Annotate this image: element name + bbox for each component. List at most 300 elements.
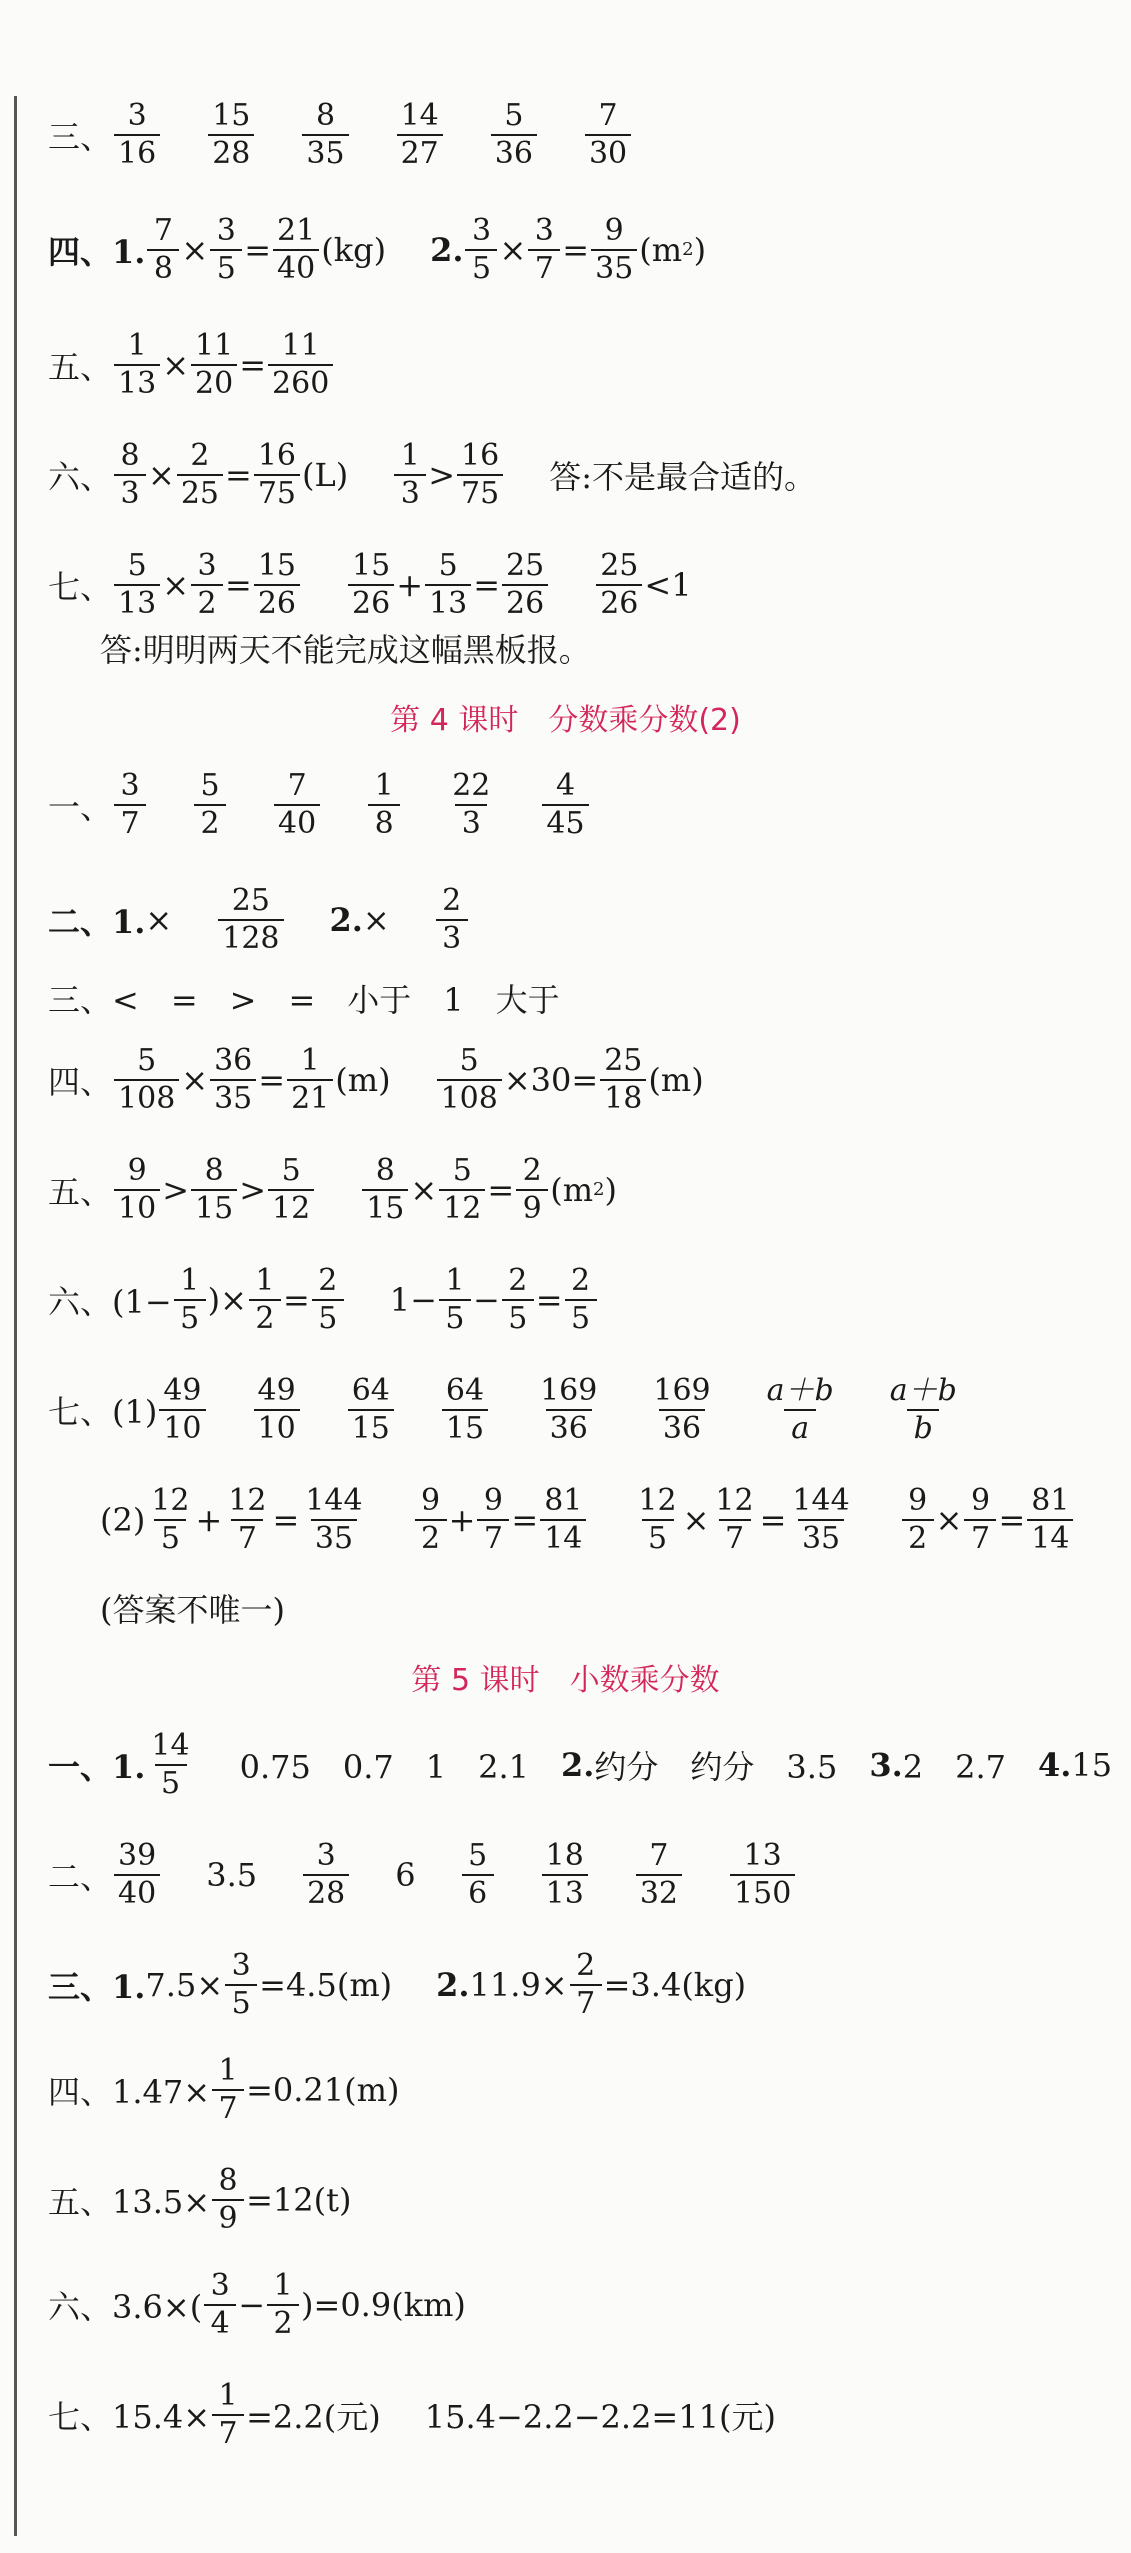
fraction [437,1045,502,1114]
denominator: 9 [516,1189,548,1225]
answer-line [48,885,470,954]
fraction [159,1375,205,1444]
answer-line [48,975,560,1021]
fraction [191,330,237,399]
text-segment: × [499,230,527,269]
denominator: 15 [362,1189,408,1225]
numerator: 3 [127,98,147,133]
numerator: 8 [120,438,140,473]
denominator: 128 [218,919,283,955]
text-segment: (m) [648,1060,704,1099]
denominator: 4 [204,2304,236,2340]
fraction [465,215,497,284]
numerator: 5 [438,548,458,583]
fraction [147,1485,193,1554]
fraction [964,1485,996,1554]
fraction [174,1265,206,1334]
fraction [902,1485,934,1554]
denominator: 26 [502,584,548,620]
numerator: 1 [180,1263,200,1298]
denominator: 13 [425,584,471,620]
numerator: 169 [540,1373,598,1408]
text-segment: = [272,1500,300,1539]
denominator: 75 [254,474,300,510]
fraction [191,550,223,619]
fraction [147,215,179,284]
numerator: 2 [576,1948,596,1983]
fraction [491,100,537,169]
denominator: 14 [540,1519,586,1555]
denominator: 2 [267,2304,299,2340]
answer-line [48,1155,617,1224]
answer-line [48,2380,776,2449]
answer-line [48,215,706,284]
fraction [439,1155,485,1224]
denominator: 40 [114,1874,160,1910]
fraction [1027,1485,1073,1554]
fraction [208,100,254,169]
answer-line [48,440,816,509]
denominator: 7 [719,1519,751,1555]
text-segment: (m) [335,1060,391,1099]
numerator: 14 [400,98,439,133]
text-segment: × [148,455,175,494]
numerator: 1 [374,768,394,803]
fraction [254,440,300,509]
denominator: 8 [368,804,400,840]
text-segment: (2) [100,1500,146,1539]
denominator: 5 [502,1299,534,1335]
answer-line [48,1840,797,1909]
denominator: 15 [191,1189,237,1225]
fraction [348,550,394,619]
numerator: 64 [445,1373,485,1408]
denominator: 35 [210,1079,256,1115]
numerator: 9 [970,1483,991,1518]
numerator: 36 [214,1043,253,1078]
text-segment: 4. [1038,1745,1072,1784]
numerator: 2 [318,1263,338,1298]
numerator: 2 [522,1153,542,1188]
answer-line [48,2055,399,2124]
answer-line [100,625,591,671]
denominator: 7 [114,804,146,840]
text-segment: 七、15.4× [48,2397,211,2436]
text-segment: 四、1.47× [48,2072,211,2111]
fraction [147,1730,193,1799]
superscript: 2 [593,1179,605,1200]
text-segment: ) [693,230,707,269]
numerator: 14 [151,1728,190,1763]
text-segment: =12(t) [246,2180,352,2219]
denominator: 35 [302,134,348,170]
answer-line [100,1485,1075,1554]
numerator: 1 [218,2053,238,2088]
text-segment: = [473,565,501,604]
fraction [600,1045,646,1114]
fraction [194,770,226,839]
numerator: 9 [421,1483,441,1518]
fraction [114,440,146,509]
text-segment: 第 5 课时 小数乘分数 [411,1663,720,1698]
numerator: 3 [534,213,554,248]
fraction [397,100,443,169]
fraction [730,1840,795,1909]
denominator: 5 [155,1764,187,1800]
numerator: 3 [216,213,236,248]
denominator: 28 [208,134,254,170]
denominator: 5 [439,1299,471,1335]
text-segment: 二、1. [48,902,146,941]
fraction [312,1265,344,1334]
answer-line [48,550,692,619]
numerator: 11 [281,328,320,363]
denominator: 45 [542,804,588,840]
section-heading [0,1655,1131,1699]
text-segment: 六、(1− [48,1282,172,1321]
fraction [711,1485,757,1554]
numerator: 25 [604,1043,643,1078]
fraction [302,100,348,169]
text-segment: ) [604,1170,617,1209]
text-segment: (kg) [321,230,387,269]
denominator: 260 [268,364,333,400]
text-segment: > [239,1170,267,1209]
fraction [788,1485,853,1554]
denominator: 7 [231,1519,263,1555]
fraction [596,550,642,619]
text-segment: 四、 [48,1062,113,1101]
numerator: 3 [471,213,492,248]
numerator: 1 [127,328,147,363]
fraction [274,770,320,839]
numerator: 21 [277,213,316,248]
text-segment: > [162,1170,190,1209]
numerator: 25 [600,548,639,583]
text-segment: 15.4−2.2−2.2=11(元) [424,2397,776,2436]
text-segment: 2 2.7 [902,1747,1038,1786]
text-segment: × [162,565,190,604]
fraction [348,1375,394,1444]
denominator: 10 [159,1409,205,1445]
denominator: 7 [570,1984,602,2020]
denominator: 35 [798,1519,844,1555]
numerator: 22 [452,768,491,803]
numerator: 11 [195,328,234,363]
numerator: a＋b [889,1373,957,1408]
numerator: 49 [163,1373,202,1408]
fraction [267,2270,299,2339]
text-segment: 第 4 课时 分数乘分数(2) [390,703,741,738]
text-segment: =0.21(m) [246,2070,400,2109]
answer-line [48,1045,704,1114]
text-segment: = [535,1280,563,1319]
denominator: 27 [397,134,443,170]
denominator: 6 [462,1874,494,1910]
denominator: 7 [528,249,560,285]
numerator: 7 [153,213,173,248]
numerator: 16 [461,438,500,473]
fraction [114,330,160,399]
numerator: 12 [638,1483,677,1518]
fraction [114,550,160,619]
denominator: 28 [303,1874,349,1910]
denominator: 26 [254,584,300,620]
denominator: 108 [114,1079,179,1115]
numerator: 1 [273,2268,293,2303]
denominator: 5 [210,249,242,285]
numerator: 5 [459,1043,479,1078]
text-segment: 0.75 0.7 1 2.1 [239,1747,562,1786]
fraction [368,770,400,839]
text-segment: 3. [869,1745,903,1784]
denominator: 15 [442,1409,488,1445]
denominator: 36 [546,1409,592,1445]
answer-line [100,1585,285,1631]
numerator: 3 [231,1948,251,1983]
text-segment: = [998,1500,1026,1539]
numerator: 15 [257,548,297,583]
numerator: 18 [545,1838,584,1873]
denominator: 2 [902,1519,934,1555]
numerator: 7 [598,98,618,133]
denominator: 36 [659,1409,705,1445]
numerator: 5 [452,1153,472,1188]
denominator: 12 [439,1189,485,1225]
text-segment: + [195,1500,223,1539]
denominator: 21 [287,1079,333,1115]
text-segment: 三、 [48,117,113,156]
fraction [268,330,333,399]
text-segment: 2. [436,1965,470,2004]
fraction [114,1840,160,1909]
denominator: 40 [273,249,319,285]
text-segment: 答:明明两天不能完成这幅黑板报。 [100,631,591,669]
text-segment: )× [207,1280,247,1319]
denominator: 9 [212,2199,244,2235]
denominator: 2 [194,804,226,840]
numerator: a＋b [766,1373,834,1408]
numerator: 169 [653,1373,711,1408]
numerator: 12 [151,1483,190,1518]
answer-line [48,770,591,839]
fraction [210,215,242,284]
fraction [212,2055,244,2124]
denominator: 7 [212,2089,244,2125]
text-segment: 一、 [48,787,113,826]
fraction [254,1375,300,1444]
text-segment: <1 [644,565,692,604]
text-segment: × [181,1060,209,1099]
denominator: 16 [114,134,160,170]
denominator: 2 [415,1519,447,1555]
text-segment: (L) [302,455,349,494]
fraction [457,440,503,509]
fraction [502,1265,534,1334]
text-segment: × [935,1500,963,1539]
fraction [886,1375,961,1444]
numerator: 5 [281,1153,301,1188]
answer-line [48,100,633,169]
denominator: 36 [491,134,537,170]
text-segment: 一、1. [48,1747,146,1786]
numerator: 9 [483,1483,503,1518]
answer-line [48,2270,466,2339]
fraction [570,1950,602,2019]
denominator: b [907,1409,939,1445]
text-segment: × [181,230,209,269]
numerator: 13 [743,1838,782,1873]
fraction [249,1265,281,1334]
numerator: 5 [137,1043,157,1078]
denominator: 12 [268,1189,314,1225]
fraction [254,550,300,619]
denominator: 5 [565,1299,597,1335]
numerator: 3 [197,548,217,583]
text-segment: =3.4(kg) [603,1965,747,2004]
numerator: 3 [210,2268,230,2303]
answer-line [48,330,335,399]
denominator: 7 [477,1519,509,1555]
text-segment: 三、< = > = 小于 1 大于 [48,981,560,1019]
text-segment: )=0.9(km) [301,2285,466,2324]
text-segment: 四、1. [48,232,146,271]
answer-line [48,1950,746,2019]
text-segment: × [362,900,390,939]
fraction [502,550,548,619]
denominator: 3 [455,804,487,840]
numerator: 1 [300,1043,320,1078]
answer-line [48,1730,1112,1799]
denominator: 3 [114,474,146,510]
denominator: 2 [191,584,223,620]
denominator: 30 [585,134,631,170]
fraction [636,1840,682,1909]
text-segment: = [244,230,272,269]
section-heading [0,695,1131,739]
text-segment: 三、1. [48,1967,146,2006]
text-segment: = [258,1060,286,1099]
denominator: 75 [457,474,503,510]
denominator: 5 [225,1984,257,2020]
text-segment: = [759,1500,787,1539]
text-segment: 2. [329,900,363,939]
denominator: 5 [465,249,497,285]
text-segment: =2.2(元) [246,2397,381,2436]
denominator: 35 [311,1519,357,1555]
denominator: 13 [542,1874,588,1910]
numerator: 7 [649,1838,669,1873]
text-segment: 15 [1071,1745,1113,1784]
numerator: 3 [316,1838,336,1873]
fraction [448,770,494,839]
numerator: 15 [352,548,391,583]
fraction [204,2270,236,2339]
numerator: 2 [190,438,210,473]
answer-line [48,1265,599,1334]
denominator: 5 [642,1519,674,1555]
numerator: 12 [228,1483,267,1518]
text-segment: − [238,2285,266,2324]
fraction [212,2380,244,2449]
fraction [268,1155,314,1224]
denominator: 7 [212,2414,244,2450]
numerator: 8 [375,1153,395,1188]
numerator: 81 [544,1483,583,1518]
fraction [542,770,588,839]
text-segment: 2. [561,1745,595,1784]
fraction [114,100,160,169]
fraction [114,1045,179,1114]
numerator: 25 [506,548,545,583]
fraction [439,1265,471,1334]
numerator: 2 [508,1263,528,1298]
numerator: 64 [351,1373,390,1408]
numerator: 5 [504,98,524,133]
numerator: 2 [571,1263,591,1298]
numerator: 81 [1031,1483,1070,1518]
fraction [462,1840,494,1909]
numerator: 5 [468,1838,488,1873]
fraction [542,1840,588,1909]
superscript: 2 [682,239,694,260]
denominator: 5 [174,1299,206,1335]
denominator: 8 [147,249,179,285]
numerator: 49 [257,1373,296,1408]
denominator: 3 [436,919,468,955]
fraction [536,1375,601,1444]
text-segment: = [225,455,252,494]
denominator: 13 [114,364,160,400]
denominator: 20 [191,364,237,400]
denominator: 13 [114,584,160,620]
text-segment: (m [639,230,683,269]
text-segment: 11.9× [469,1965,568,2004]
text-segment: 7.5× [145,1965,224,2004]
text-segment: 五、13.5× [48,2182,211,2221]
denominator: 35 [591,249,637,285]
answer-line [48,2165,351,2234]
denominator: 14 [1027,1519,1073,1555]
numerator: 12 [715,1483,754,1518]
numerator: 25 [231,883,270,918]
answer-line [48,1375,963,1444]
fraction [225,1950,257,2019]
text-segment: = [487,1170,515,1209]
text-segment: 六、 [48,457,113,496]
text-segment: 六、3.6×( [48,2287,203,2326]
numerator: 8 [315,98,336,133]
numerator: 7 [287,768,307,803]
text-segment: = [511,1500,539,1539]
text-segment: + [396,565,424,604]
fraction [303,1840,349,1909]
denominator: 108 [437,1079,502,1115]
text-segment: = [239,345,267,384]
fraction [585,100,631,169]
fraction [540,1485,586,1554]
text-segment: 1− [389,1280,437,1319]
text-segment: = [562,230,590,269]
fraction [442,1375,488,1444]
denominator: 5 [312,1299,344,1335]
text-segment: 五、 [48,347,113,386]
fraction [591,215,637,284]
denominator: 150 [730,1874,795,1910]
fraction [114,1155,160,1224]
denominator: 25 [177,474,223,510]
text-segment: 2. [430,230,464,269]
